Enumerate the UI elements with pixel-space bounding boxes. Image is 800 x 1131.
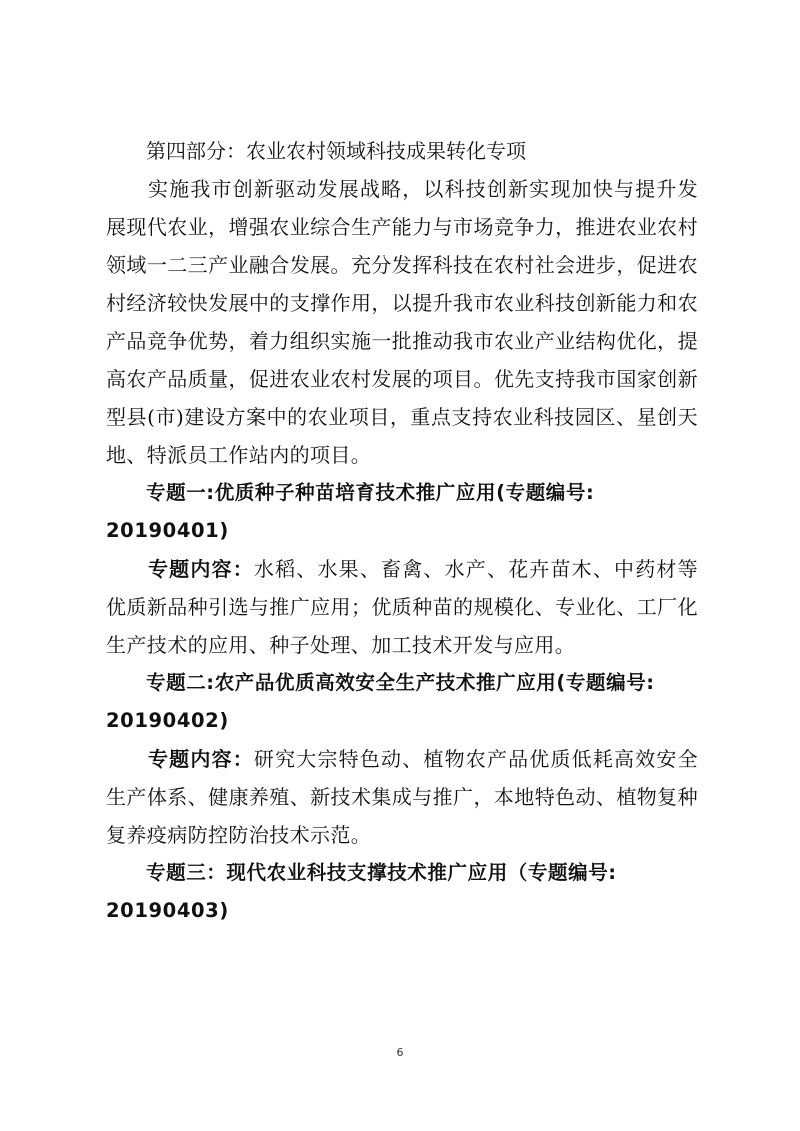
section-heading: 第四部分：农业农村领域科技成果转化专项 [146,139,526,163]
document-page [106,132,698,930]
topic-2-content [106,740,698,854]
page-number: 6 [396,1046,404,1059]
topic-3-code: 20190403) [106,899,229,922]
topic-1-title-text: 专题一:优质种子种苗培育技术推广应用(专题编号: [146,481,595,504]
topic-1-content-text: 水稻、水果、畜禽、水产、花卉苗木、中药材等优质新品种引选与推广应用；优质种苗的规模化、专业化、工厂化生产技术的应用、种子处理、加工技术开发与应用。 [106,557,698,657]
topic-2-title-text: 专题二:农产品优质高效安全生产技术推广应用(专题编号: [146,671,655,694]
topic-1-content [106,550,698,664]
topic-1-content-label: 专题内容： [148,557,254,581]
topic-2-content-label: 专题内容： [148,747,254,771]
topic-1-title [106,474,698,550]
topic-2-title [106,664,698,740]
topic-1-code: 20190401) [106,519,229,542]
topic-2-code: 20190402) [106,709,229,732]
section-intro-paragraph: 实施我市创新驱动发展战略，以科技创新实现加快与提升发展现代农业，增强农业综合生产能力与市场竞争力，推进农业农村领域一二三产业融合发展。充分发挥科技在农村社会进步，促进农村经济较快发展中的支撑作用，以提升我市农业科技创新能力和农产品竞争优势，着力组织实施一批推动我市农业产业结构优化，提高农产品质量，促进农业农村发展的项目。优先支持我市国家创新型县(市)建设方案中的农业项目，重点支持农业科技园区、星创天地、特派员工作站内的项目。 [106,177,698,467]
topic-3-title-text: 专题三：现代农业科技支撑技术推广应用（专题编号: [146,861,617,884]
topic-2-content-text: 研究大宗特色动、植物农产品优质低耗高效安全生产体系、健康养殖、新技术集成与推广，本地特色动、植物复种复养疫病防控防治技术示范。 [106,747,698,847]
topic-3-title [106,854,698,930]
